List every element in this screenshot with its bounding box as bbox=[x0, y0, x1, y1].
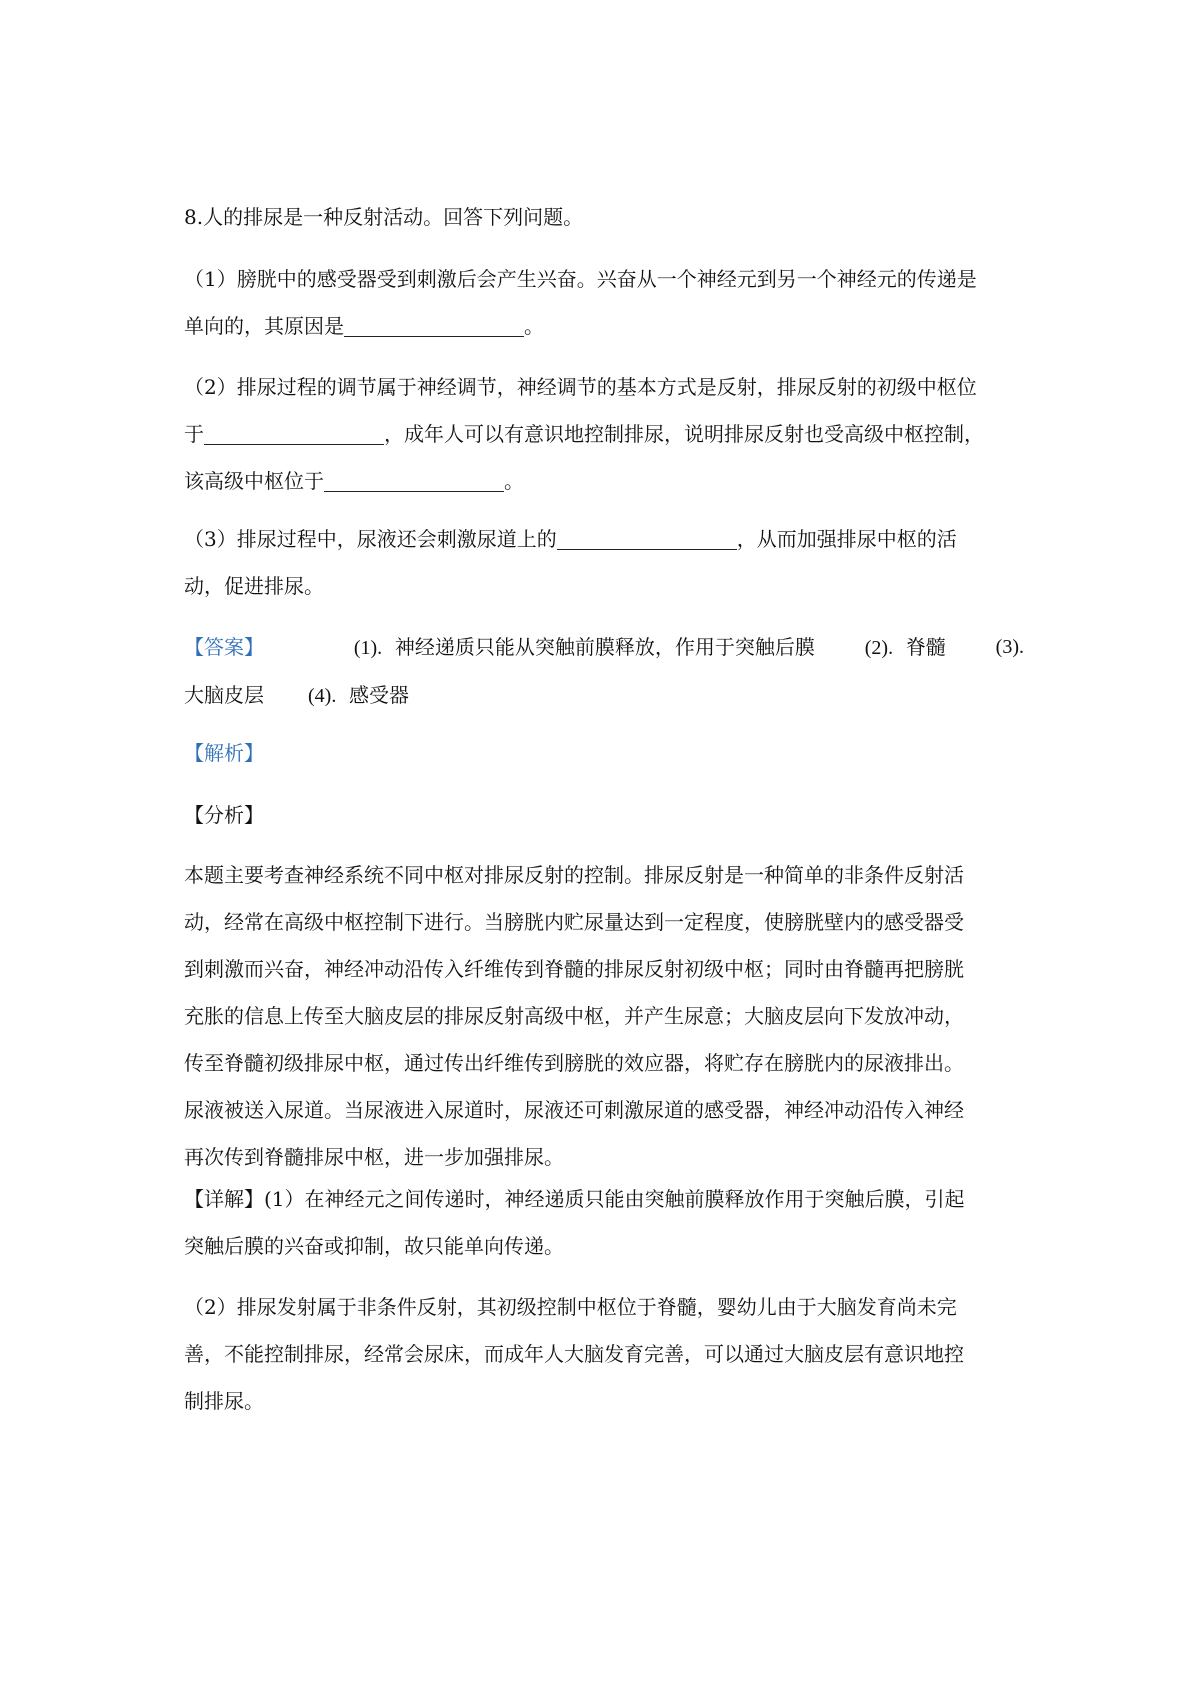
answer-blank-1 bbox=[344, 316, 524, 337]
analysis-line: 再次传到脊髓排尿中枢，进一步加强排尿。 bbox=[184, 1145, 564, 1169]
q1-line-1: （1）膀胱中的感受器受到刺激后会产生兴奋。兴奋从一个神经元到另一个神经元的传递是 bbox=[184, 267, 977, 291]
answer-text-2: 脊髓 bbox=[905, 635, 946, 659]
fenxi-tag-block bbox=[184, 792, 1024, 839]
detail-line: 突触后膜的兴奋或抑制，故只能单向传递。 bbox=[184, 1234, 564, 1258]
analysis-tag-block bbox=[184, 730, 1024, 777]
fenxi-tag: 【分析】 bbox=[184, 803, 264, 827]
q3-line-2: 动，促进排尿。 bbox=[184, 574, 324, 598]
question-part-3 bbox=[184, 516, 1024, 610]
detail-paragraph-2 bbox=[184, 1284, 1024, 1425]
detail-line: （2）排尿发射属于非条件反射，其初级控制中枢位于脊髓，婴幼儿由于大脑发育尚未完 bbox=[184, 1295, 957, 1319]
analysis-line: 动，经常在高级中枢控制下进行。当膀胱内贮尿量达到一定程度，使膀胱壁内的感受器受 bbox=[184, 910, 964, 934]
question-title: 8.人的排尿是一种反射活动。回答下列问题。 bbox=[184, 205, 584, 229]
answer-text-4: 感受器 bbox=[349, 683, 410, 707]
q2-line-3: 该高级中枢位于 。 bbox=[184, 469, 524, 493]
answer-num-1: (1). bbox=[353, 637, 383, 659]
answer-num-3: (3). bbox=[995, 636, 1024, 658]
detail-line: 善，不能控制排尿，经常会尿床，而成年人大脑发育完善，可以通过大脑皮层有意识地控 bbox=[184, 1342, 964, 1366]
answer-blank-4 bbox=[557, 529, 737, 550]
question-part-1 bbox=[184, 256, 1024, 350]
answer-section bbox=[184, 624, 1024, 720]
q2-line-2: 于 ，成年人可以有意识地控制排尿，说明排尿反射也受高级中枢控制， bbox=[184, 422, 984, 446]
answer-num-2: (2). bbox=[864, 637, 894, 659]
analysis-line: 到刺激而兴奋，神经冲动沿传入纤维传到脊髓的排尿反射初级中枢；同时由脊髓再把膀胱 bbox=[184, 957, 964, 981]
q1-line-2: 单向的，其原因是 。 bbox=[184, 314, 544, 338]
analysis-line: 本题主要考查神经系统不同中枢对排尿反射的控制。排尿反射是一种简单的非条件反射活 bbox=[184, 863, 964, 887]
detail-line: 制排尿。 bbox=[184, 1389, 264, 1413]
answer-text-3: 大脑皮层 bbox=[184, 683, 264, 707]
analysis-line: 传至脊髓初级排尿中枢，通过传出纤维传到膀胱的效应器，将贮存在膀胱内的尿液排出。 bbox=[184, 1051, 964, 1075]
detail-line: 【详解】(1）在神经元之间传递时，神经递质只能由突触前膜释放作用于突触后膜，引起 bbox=[184, 1187, 965, 1211]
answer-line-2 bbox=[184, 672, 1024, 720]
detail-paragraph-1 bbox=[184, 1176, 1024, 1270]
answer-blank-2 bbox=[204, 424, 384, 445]
answer-blank-3 bbox=[324, 471, 504, 492]
q2-line-1: （2）排尿过程的调节属于神经调节，神经调节的基本方式是反射，排尿反射的初级中枢位 bbox=[184, 375, 977, 399]
analysis-tag: 【解析】 bbox=[184, 741, 264, 765]
analysis-line: 充胀的信息上传至大脑皮层的排尿反射高级中枢，并产生尿意；大脑皮层向下发放冲动， bbox=[184, 1004, 964, 1028]
q3-line-1: （3）排尿过程中，尿液还会刺激尿道上的 ，从而加强排尿中枢的活 bbox=[184, 527, 957, 551]
question-part-2 bbox=[184, 364, 1024, 505]
analysis-paragraph bbox=[184, 852, 1024, 1181]
answer-tag: 【答案】 bbox=[184, 635, 264, 659]
answer-num-4: (4). bbox=[308, 685, 337, 707]
analysis-line: 尿液被送入尿道。当尿液进入尿道时，尿液还可刺激尿道的感受器，神经冲动沿传入神经 bbox=[184, 1098, 964, 1122]
answer-line-1 bbox=[184, 624, 1024, 672]
answer-text-1: 神经递质只能从突触前膜释放，作用于突触后膜 bbox=[394, 635, 815, 659]
